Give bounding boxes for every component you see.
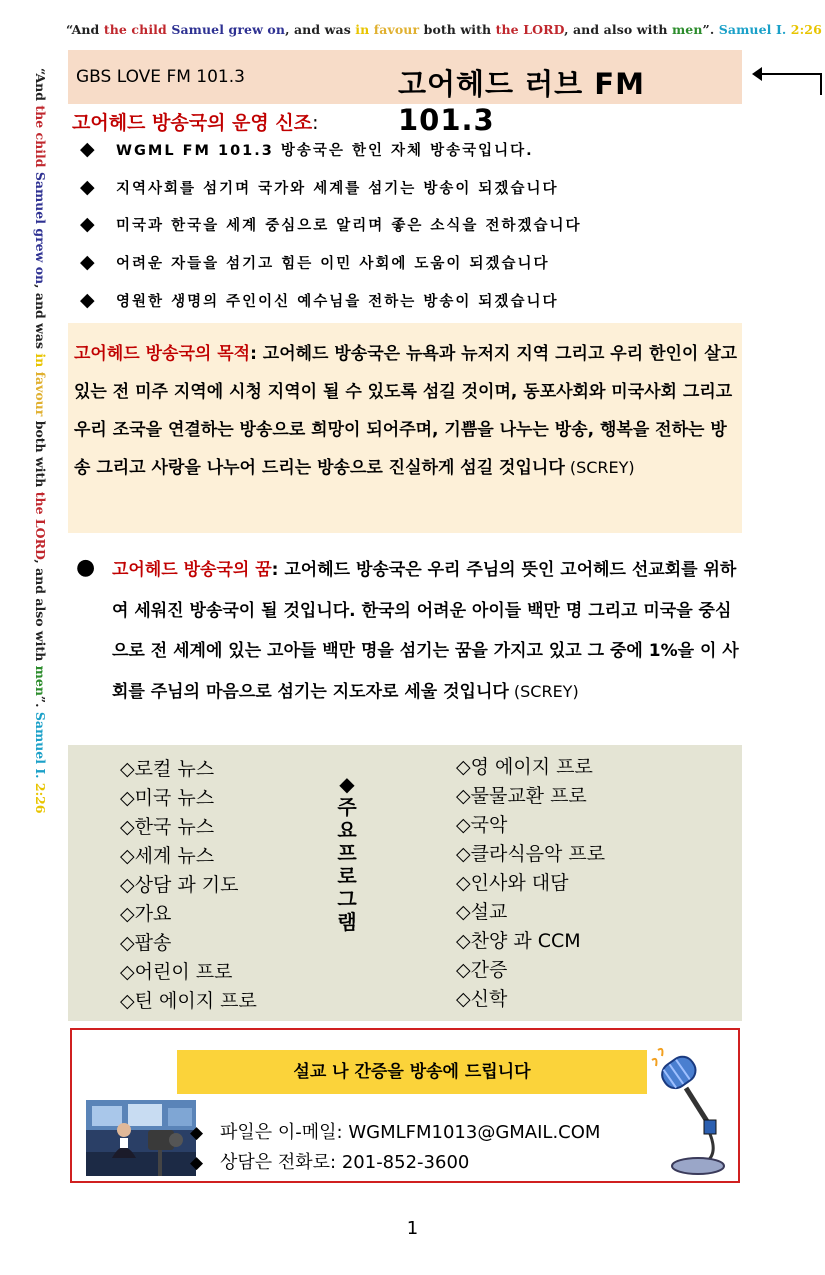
verse-side-close: ”. — [33, 695, 48, 712]
program-item: ◇한국 뉴스 — [120, 816, 215, 838]
verse-and-was: , and was — [285, 22, 356, 37]
verse-side-ref2: 2:26 — [33, 782, 48, 814]
verse-close: ”. — [702, 22, 719, 37]
verse-side-ref1: Samuel I. — [33, 711, 48, 783]
verse-in: in — [355, 22, 374, 37]
program-item: ◇클라식음악 프로 — [456, 843, 606, 865]
diamond-bullet-icon: ◆ — [80, 176, 95, 198]
verse-side-child: the child — [33, 105, 48, 172]
studio-photo-graphic — [86, 1100, 196, 1176]
contact-phone: 상담은 전화로: 201-852-3600 — [220, 1152, 470, 1173]
circle-bullet-icon: ● — [76, 555, 96, 580]
programs-left-list — [120, 755, 257, 1016]
purpose-body: : 고어헤드 방송국은 뉴욕과 뉴저지 지역 그리고 우리 한인이 살고 있는 전 미주 지역에 시청 지역이 될 수 있도록 섬길 것이며, 동포사회와 미국사회 그리고 우리 조국을 연결하는 방송으로 희망이 되어주며, 기쁨을 나누는 방송, 행복을 전하는 방송 그리고 사랑을 나누어 드리는 방송으로 진실하게 섬길 것입니다 — [74, 344, 738, 478]
verse-child: the child — [103, 22, 172, 37]
verse-side-favour: favour — [33, 371, 48, 421]
diamond-bullet-icon: ◆ — [80, 289, 95, 311]
verse-favour: favour — [373, 22, 424, 37]
program-item: ◇설교 — [456, 901, 508, 923]
policy-title-text: 고어헤드 방송국의 운영 신조 — [72, 112, 313, 134]
diamond-bullet-icon: ◆ — [80, 213, 95, 235]
dream-paragraph — [112, 550, 740, 712]
contact-email-line — [190, 1118, 600, 1144]
dream-body: : 고어헤드 방송국은 우리 주님의 뜻인 고어헤드 선교회를 위하여 세워진 방송국이 될 것입니다. 한국의 어려운 아이들 백만 명 그리고 미국을 중심으로 전 세계에 있는 고아들 백만 명을 섬기는 꿈을 가지고 있고 그 중에 1%을 이 사회를 주님의 마음으로 섬기는 지도자로 세울 것입니다 — [112, 560, 739, 702]
verse-side-also: , and also with — [33, 559, 48, 666]
program-item: ◇물물교환 프로 — [456, 785, 587, 807]
policy-title — [72, 108, 319, 135]
program-item: ◇미국 뉴스 — [120, 787, 215, 809]
policy-item — [80, 138, 534, 160]
purpose-paragraph — [74, 335, 738, 487]
verse-header — [66, 22, 822, 37]
verse-ref2: 2:26 — [790, 22, 822, 37]
verse-ref1: Samuel I. — [718, 22, 791, 37]
news-studio-photo — [86, 1100, 196, 1176]
verse-grew: grew on — [228, 22, 286, 37]
verse-also: , and also with — [564, 22, 672, 37]
verse-side-open: “And — [33, 68, 48, 106]
arrow-tail — [820, 73, 822, 95]
policy-item — [80, 251, 550, 273]
contact-email: 파일은 이-메일: WGMLFM1013@GMAIL.COM — [220, 1122, 601, 1143]
verse-both: both with — [423, 22, 496, 37]
station-name: GBS LOVE FM 101.3 — [76, 67, 245, 87]
contact-section — [70, 1028, 740, 1183]
program-item: ◇인사와 대담 — [456, 872, 569, 894]
policy-item-text: 영원한 생명의 주인이신 예수님을 전하는 방송이 되겠습니다 — [116, 294, 559, 310]
verse-side-and-was: , and was — [33, 284, 48, 354]
policy-item-text: 지역사회를 섬기며 국가와 세계를 섬기는 방송이 되겠습니다 — [116, 181, 559, 197]
verse-open: “And — [66, 22, 104, 37]
verse-side-in: in — [33, 353, 48, 372]
verse-side — [33, 68, 48, 814]
program-item: ◇세계 뉴스 — [120, 845, 215, 867]
programs-center-title: ◆주요프로그램 — [337, 772, 357, 934]
verse-side-samuel: Samuel — [33, 171, 48, 229]
program-item: ◇찬양 과 CCM — [456, 930, 581, 952]
diamond-bullet-icon: ◆ — [80, 251, 95, 273]
policy-item-text: 미국과 한국을 세계 중심으로 알리며 좋은 소식을 전하겠습니다 — [116, 218, 582, 234]
dream-source: (SCREY) — [508, 681, 579, 701]
program-item: ◇로컬 뉴스 — [120, 758, 215, 780]
programs-right-list — [456, 753, 605, 1014]
contact-phone-line — [190, 1148, 469, 1174]
verse-side-both: both with — [33, 420, 48, 492]
program-item: ◇틴 에이지 프로 — [120, 990, 257, 1012]
program-item: ◇영 에이지 프로 — [456, 756, 593, 778]
program-item: ◇신학 — [456, 988, 508, 1010]
program-item: ◇가요 — [120, 903, 172, 925]
verse-samuel: Samuel — [171, 22, 229, 37]
microphone-icon — [648, 1038, 740, 1178]
verse-side-the: the — [33, 491, 48, 519]
purpose-section — [68, 323, 742, 533]
program-item: ◇국악 — [456, 814, 508, 836]
policy-item-text: 어려운 자들을 섬기고 힘든 이민 사회에 도움이 되겠습니다 — [116, 256, 550, 272]
arrow-line — [755, 73, 821, 75]
verse-men: men — [671, 22, 703, 37]
verse-side-grew: grew on — [33, 228, 48, 285]
contact-banner: 설교 나 간증을 방송에 드립니다 — [177, 1050, 647, 1094]
page-number: 1 — [406, 1218, 419, 1239]
program-item: ◇팝송 — [120, 932, 172, 954]
dream-heading: 고어헤드 방송국의 꿈 — [112, 560, 272, 580]
policy-title-colon: : — [312, 112, 319, 134]
diamond-bullet-icon: ◆ — [190, 1153, 204, 1173]
verse-lord: LORD — [523, 22, 565, 37]
policy-item — [80, 213, 582, 235]
purpose-source: (SCREY) — [564, 458, 635, 477]
purpose-heading: 고어헤드 방송국의 목적 — [74, 344, 251, 364]
policy-item-text: WGML FM 101.3 방송국은 한인 자체 방송국입니다. — [116, 143, 534, 159]
verse-side-lord: LORD — [33, 518, 48, 560]
verse-side-men: men — [33, 665, 48, 696]
programs-section — [68, 745, 742, 1021]
policy-item — [80, 176, 558, 198]
diamond-bullet-icon: ◆ — [190, 1123, 204, 1143]
diamond-bullet-icon: ◆ — [80, 138, 95, 160]
verse-the: the — [495, 22, 524, 37]
program-item: ◇상담 과 기도 — [120, 874, 239, 896]
program-item: ◇간증 — [456, 959, 508, 981]
station-korean-name: 고어헤드 러브 FM 101.3 — [398, 67, 645, 137]
policy-item — [80, 289, 558, 311]
program-item: ◇어린이 프로 — [120, 961, 233, 983]
